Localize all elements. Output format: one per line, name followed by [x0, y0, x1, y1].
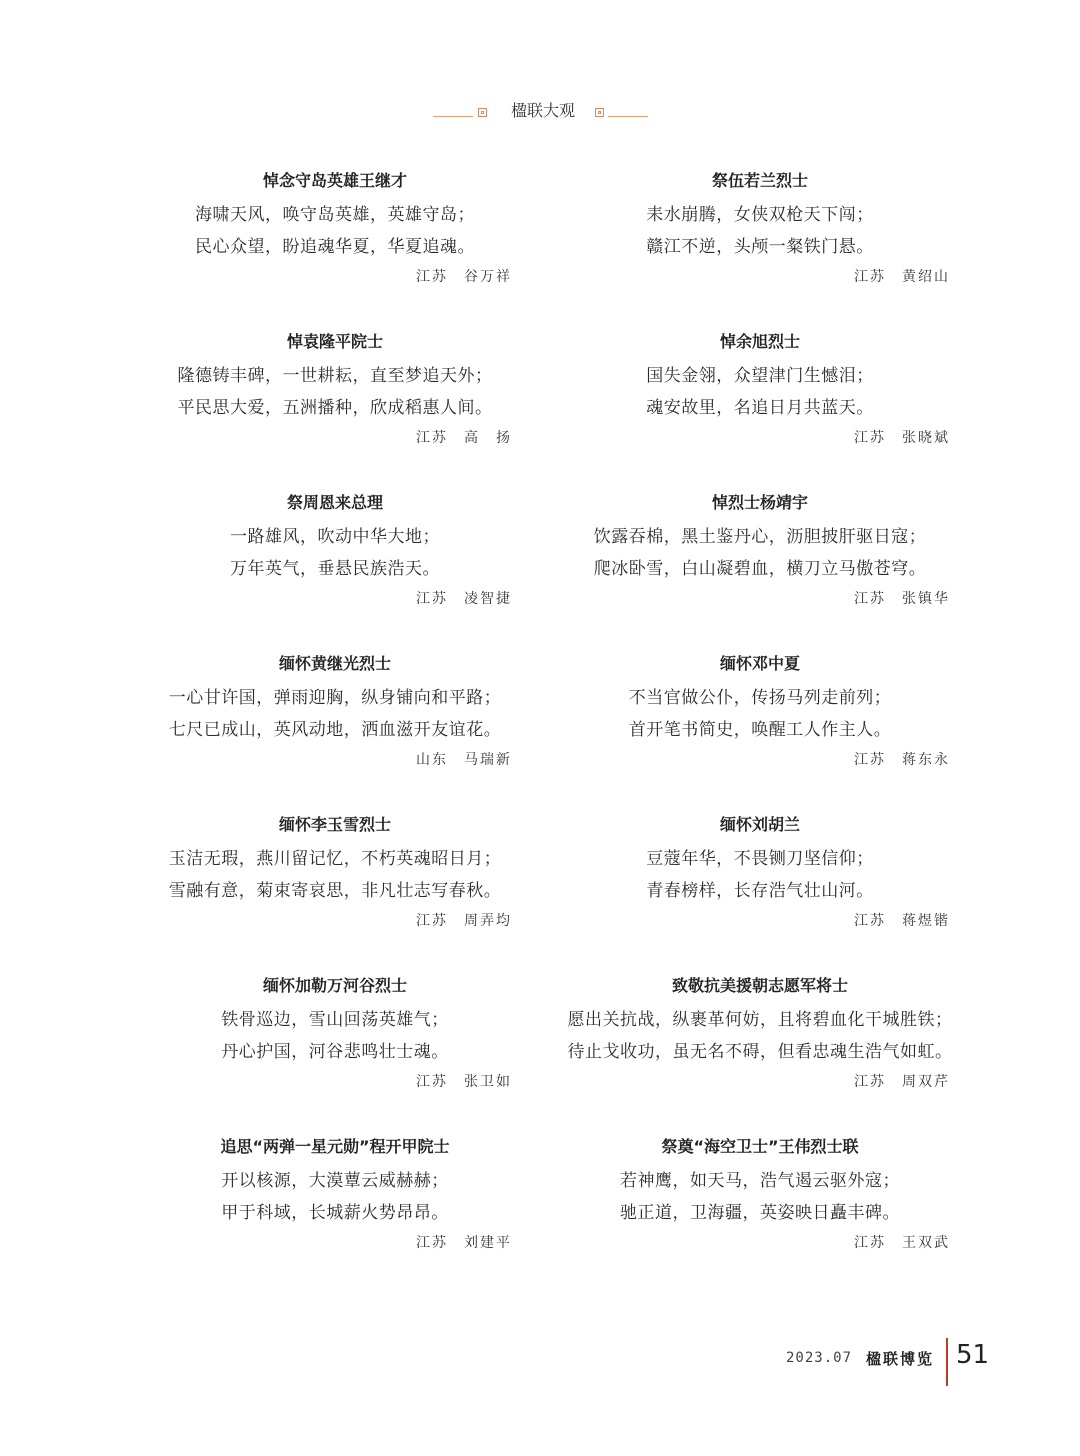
- couplet-title: 悼念守岛英雄王继才: [262, 171, 407, 190]
- couplet-author: 江苏 王双武: [854, 1235, 950, 1251]
- section-title: 楹联大观: [510, 101, 575, 120]
- magazine-name: 楹联博览: [866, 1350, 935, 1368]
- couplet-line-lower: 甲于科域，长城薪火势昂昂。: [221, 1203, 449, 1223]
- couplet-title: 缅怀邓中夏: [719, 654, 800, 673]
- couplet-title: 缅怀加勒万河谷烈士: [262, 976, 407, 995]
- couplet-entry: [560, 806, 960, 946]
- couplet-title: 悼袁隆平院士: [286, 332, 383, 351]
- ornament-icon: [595, 108, 604, 117]
- couplet-line-lower: 魂安故里，名追日月共蓝天。: [646, 398, 874, 418]
- couplet-entry: [560, 323, 960, 463]
- couplet-line-upper: 一路雄风，吹动中华大地；: [230, 527, 440, 547]
- couplet-entry: [150, 967, 520, 1107]
- header-rule-left: [433, 116, 473, 117]
- couplet-line-upper: 海啸天风，唤守岛英雄，英雄守岛；: [195, 205, 475, 225]
- couplet-line-upper: 铁骨巡边，雪山回荡英雄气；: [221, 1010, 449, 1030]
- couplet-author: 山东 马瑞新: [416, 752, 512, 768]
- couplet-line-upper: 耒水崩腾，女侠双枪天下闯；: [646, 205, 874, 225]
- couplet-line-upper: 一心甘许国，弹雨迎胸，纵身铺向和平路；: [168, 688, 502, 708]
- couplet-entry: [150, 1128, 520, 1268]
- couplet-line-upper: 若神鹰，如天马，浩气遏云驱外寇；: [620, 1171, 900, 1191]
- couplet-entry: [150, 645, 520, 785]
- couplet-line-upper: 饮露吞棉，黑土鉴丹心，沥胆披肝驱日寇；: [593, 527, 927, 547]
- couplet-title: 祭奠“海空卫士”王伟烈士联: [661, 1137, 859, 1156]
- couplet-author: 江苏 蒋东永: [854, 752, 950, 768]
- couplet-line-lower: 七尺已成山，英风动地，洒血滋开友谊花。: [168, 720, 502, 740]
- footer-divider: [946, 1338, 948, 1386]
- couplet-title: 悼烈士杨靖宇: [711, 493, 808, 512]
- couplet-author: 江苏 张镇华: [854, 591, 950, 607]
- ornament-icon: [478, 108, 487, 117]
- couplet-line-upper: 国失金翎，众望津门生憾泪；: [646, 366, 874, 386]
- header-rule-right: [608, 116, 648, 117]
- couplet-title: 祭伍若兰烈士: [711, 171, 808, 190]
- couplet-line-lower: 爬冰卧雪，白山凝碧血，横刀立马傲苍穹。: [593, 559, 927, 579]
- section-header: [0, 96, 1080, 130]
- couplet-line-upper: 隆德铸丰碑，一世耕耘，直至梦追天外；: [177, 366, 493, 386]
- couplet-line-lower: 驰正道，卫海疆，英姿映日矗丰碑。: [620, 1203, 900, 1223]
- couplet-entry: [560, 162, 960, 302]
- couplet-entry: [560, 967, 960, 1107]
- couplet-line-lower: 平民思大爱，五洲播种，欣成稻惠人间。: [177, 398, 493, 418]
- couplet-author: 江苏 谷万祥: [416, 269, 512, 285]
- page-number: 51: [956, 1340, 990, 1370]
- couplet-entry: [560, 484, 960, 624]
- couplet-author: 江苏 周弄均: [416, 913, 512, 929]
- couplet-line-lower: 青春榜样，长存浩气壮山河。: [646, 881, 874, 901]
- couplet-title: 缅怀刘胡兰: [719, 815, 800, 834]
- couplet-author: 江苏 周双芹: [854, 1074, 950, 1090]
- couplet-title: 悼余旭烈士: [719, 332, 800, 351]
- couplet-entry: [560, 645, 960, 785]
- couplet-entry: [560, 1128, 960, 1268]
- couplet-title: 致敬抗美援朝志愿军将士: [671, 976, 848, 995]
- couplet-line-lower: 万年英气，垂悬民族浩天。: [230, 559, 440, 579]
- couplet-title: 祭周恩来总理: [286, 493, 383, 512]
- couplet-line-lower: 丹心护国，河谷悲鸣壮士魂。: [221, 1042, 449, 1062]
- couplet-line-lower: 待止戈收功，虽无名不碍，但看忠魂生浩气如虹。: [567, 1042, 953, 1062]
- couplet-author: 江苏 黄绍山: [854, 269, 950, 285]
- couplet-entry: [150, 806, 520, 946]
- couplet-title: 追思“两弹一星元勋”程开甲院士: [220, 1137, 450, 1156]
- couplet-line-lower: 雪融有意，菊束寄哀思，非凡壮志写春秋。: [168, 881, 502, 901]
- couplet-line-lower: 赣江不逆，头颅一粲铁门悬。: [646, 237, 874, 257]
- couplet-author: 江苏 蒋煜锴: [854, 913, 950, 929]
- couplet-line-upper: 不当官做公仆，传扬马列走前列；: [628, 688, 892, 708]
- couplet-author: 江苏 刘建平: [416, 1235, 512, 1251]
- issue-date: 2023.07: [786, 1350, 853, 1366]
- couplet-line-upper: 开以核源，大漠蕈云威赫赫；: [221, 1171, 449, 1191]
- couplet-title: 缅怀黄继光烈士: [278, 654, 391, 673]
- couplet-line-upper: 愿出关抗战，纵裹革何妨，且将碧血化干城胜铁；: [567, 1010, 953, 1030]
- couplet-line-upper: 玉洁无瑕，燕川留记忆，不朽英魂昭日月；: [168, 849, 502, 869]
- couplet-title: 缅怀李玉雪烈士: [278, 815, 391, 834]
- couplet-entry: [150, 323, 520, 463]
- page-footer: [0, 1338, 1080, 1388]
- couplet-line-upper: 豆蔻年华，不畏铡刀坚信仰；: [646, 849, 874, 869]
- couplet-author: 江苏 张卫如: [416, 1074, 512, 1090]
- couplet-line-lower: 民心众望，盼追魂华夏，华夏追魂。: [195, 237, 475, 257]
- couplet-author: 江苏 凌智捷: [416, 591, 512, 607]
- couplet-entry: [150, 484, 520, 624]
- couplet-line-lower: 首开笔书简史，唤醒工人作主人。: [628, 720, 892, 740]
- couplet-author: 江苏 高 扬: [416, 430, 512, 446]
- couplet-author: 江苏 张晓斌: [854, 430, 950, 446]
- couplet-entry: [150, 162, 520, 302]
